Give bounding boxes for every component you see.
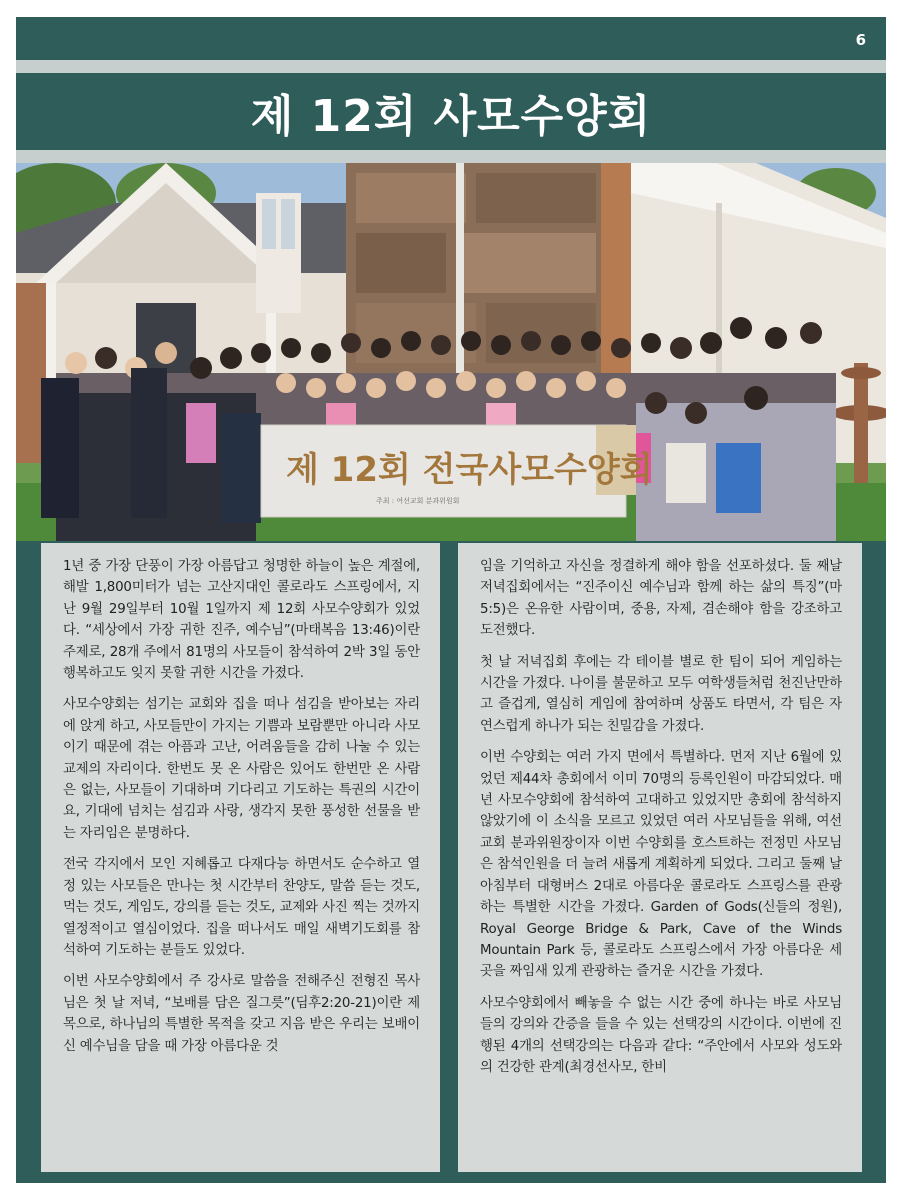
paragraph: 이번 수양회는 여러 가지 면에서 특별하다. 먼저 지난 6월에 있었던 제44차 총회에서 이미 70명의 등록인원이 마감되었다. 매년 사모수양회에 참석하여 고대하고 있었지만 총회에 참석하지 않았기에 이 소식을 모르고 있었던 여러 사모님들을 위해, 여선교회 분과위원장이자 이번 수양회를 호스트하는 전정민 사모님은 참석인원을 더 늘려 새롭게 계획하게 되었다. 그리고 둘째 날 아침부터 대형버스 2대로 아름다운 콜로라도 스프링스를 관광하는 특별한 시간을 가졌다. Garden of Gods(신들의 정원), Royal George Bridge & Park, Cave of the Winds Mountain Park 등, 콜로라도 스프링스에서 가장 아름다운 세 곳을 짜임새 있게 관광하는 즐거운 시간을 가졌다.	[480, 750, 842, 980]
title-band-bottom	[16, 150, 886, 163]
paragraph: 사모수양회는 섬기는 교회와 집을 떠나 섬김을 받아보는 자리에 앉게 하고, 사모들만이 가지는 기쁨과 보람뿐만 아니라 사모이기 때문에 겪는 아픔과 고난, 어려움들을 감히 나눌 수 있는 교제의 자리이다. 한번도 못 온 사람은 있어도 한번만 온 사람은 없는, 사모들이 기대하며 기다리고 기도하는 특권의 시간이요, 기대에 넘치는 섬김과 사랑, 생각지 못한 풍성한 선물을 받는 자리임은 분명하다.	[63, 697, 420, 841]
page	[16, 17, 886, 1183]
page-number: 6	[855, 31, 866, 49]
title-band-top	[16, 60, 886, 73]
paragraph: 사모수양회에서 빼놓을 수 없는 시간 중에 하나는 바로 사모님들의 강의와 간증을 들을 수 있는 선택강의 시간이다. 이번에 진행된 4개의 선택강의는 다음과 같다: “주안에서 사모와 성도와의 건강한 관계(최경선사모, 한비	[480, 995, 842, 1075]
paragraph: 전국 각지에서 모인 지혜롭고 다재다능 하면서도 순수하고 열정 있는 사모들은 만나는 첫 시간부터 찬양도, 말씀 듣는 것도, 먹는 것도, 게임도, 강의를 듣는 것도, 교제와 사진 찍는 것까지 열정적이고 열심이었다. 집을 떠나서도 매일 새벽기도회를 참석하여 기도하는 분들도 있었다.	[63, 857, 420, 958]
group-photo	[16, 163, 886, 541]
paragraph: 첫 날 저녁집회 후에는 각 테이블 별로 한 팀이 되어 게임하는 시간을 가졌다. 나이를 불문하고 모두 여학생들처럼 천진난만하고 즐겁게, 열심히 게임에 참여하며 상품도 타면서, 각 팀은 자연스럽게 하나가 되는 친밀감을 가졌다.	[480, 654, 842, 734]
paragraph: 이번 사모수양회에서 주 강사로 말씀을 전해주신 전형진 목사님은 첫 날 저녁, “보배를 담은 질그릇”(딤후2:20-21)이란 제목으로, 하나님의 특별한 목적을 갖고 지음 받은 우리는 보배이신 예수님을 담을 때 가장 아름다운 것	[63, 974, 420, 1054]
page-title: 제 12회 사모수양회	[250, 90, 652, 142]
banner-text: 제 12회 전국사모수양회	[286, 450, 653, 490]
banner-small-text: 주최 : 여선교회 분과위원회	[376, 497, 460, 505]
article-column-right	[458, 543, 862, 1172]
article-column-left	[41, 543, 440, 1172]
paragraph: 1년 중 가장 단풍이 가장 아름답고 청명한 하늘이 높은 계절에, 해발 1,800미터가 넘는 고산지대인 콜로라도 스프링에서, 지난 9월 29일부터 10월 1일까지 제 12회 사모수양회가 있었다. “세상에서 가장 귀한 진주, 예수님”(마태복음 13:46)이란 주제로, 28개 주에서 81명의 사모들이 참석하여 2박 3일 동안 행복하고도 잊지 못할 귀한 시간을 가졌다.	[63, 559, 420, 682]
paragraph: 임을 기억하고 자신을 정결하게 해야 함을 선포하셨다. 둘 째날 저녁집회에서는 “진주이신 예수님과 함께 하는 삶의 특징”(마5:5)은 온유한 사람이며, 중용, 자제, 겸손해야 함을 강조하고 도전했다.	[480, 559, 842, 639]
